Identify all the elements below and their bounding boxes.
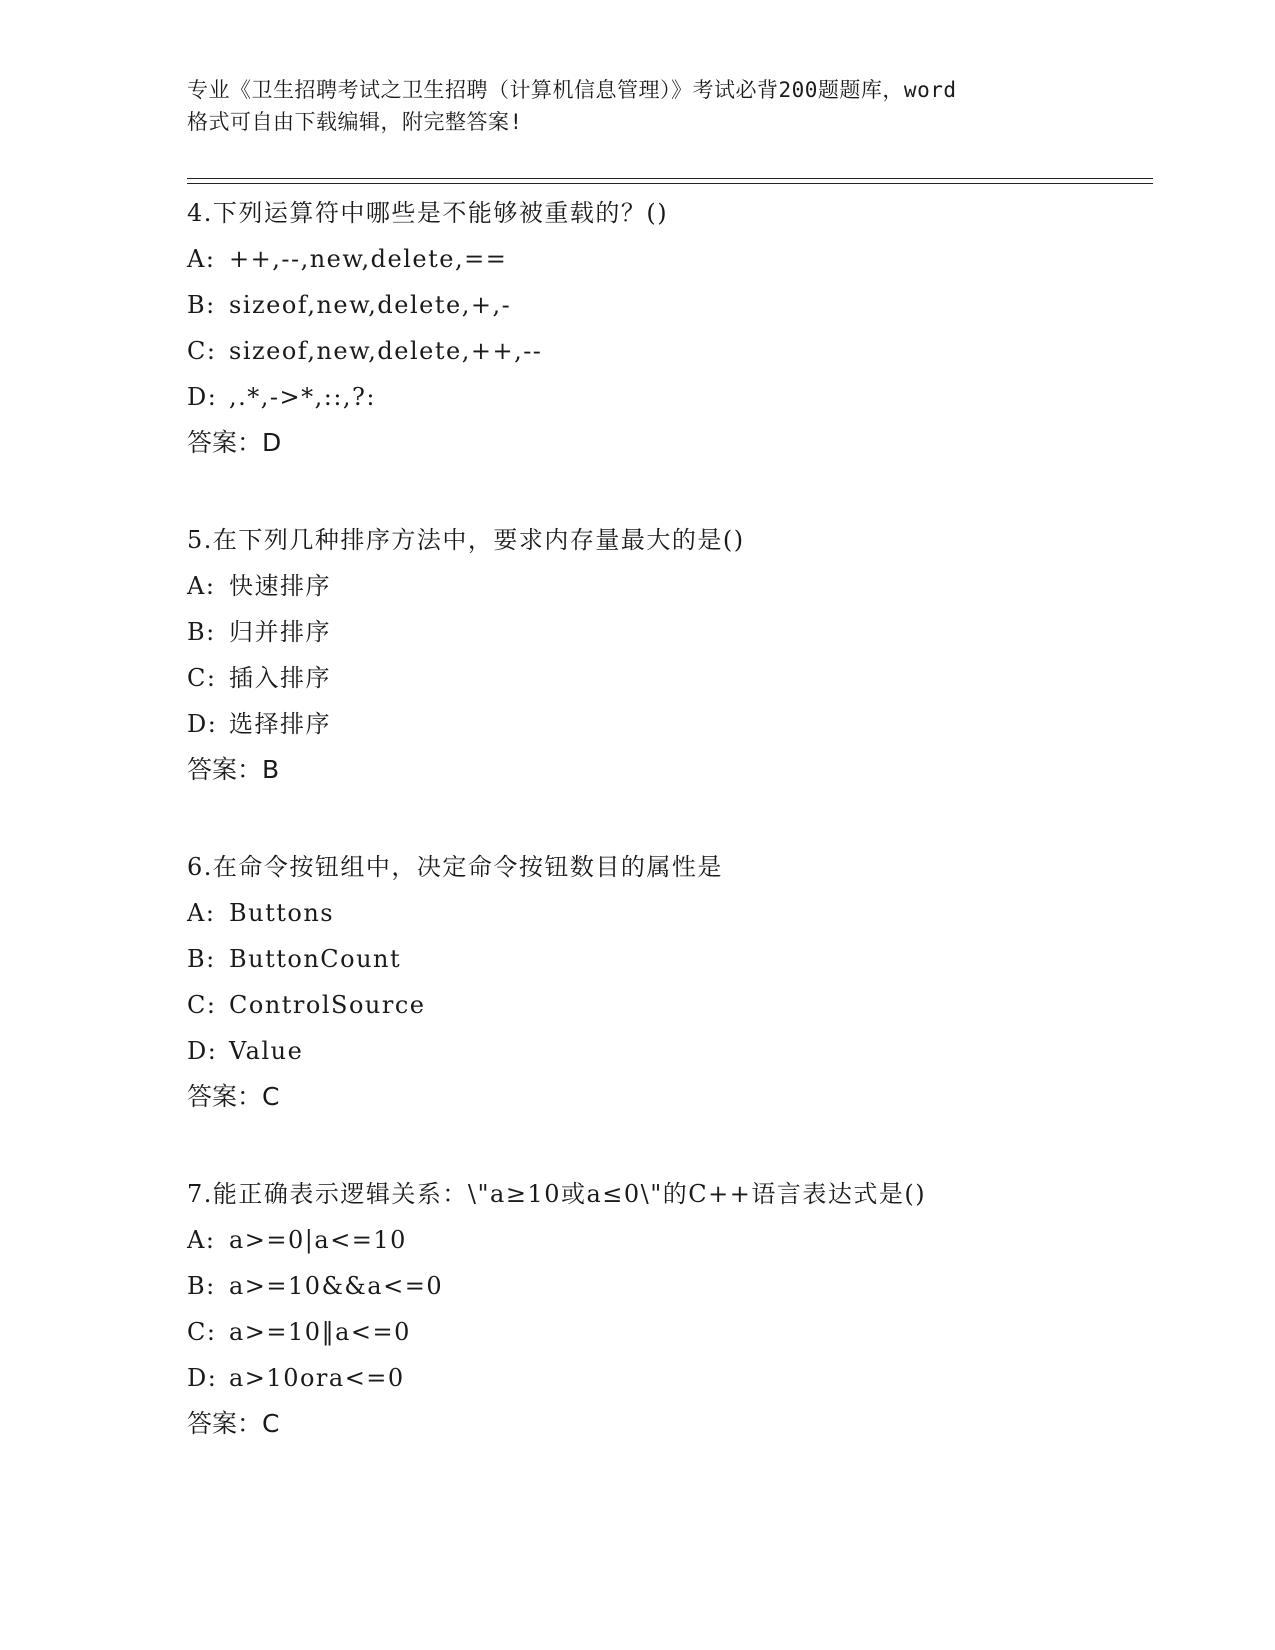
option-a [187,1217,1147,1263]
option-key: D: [187,383,218,411]
option-c [187,982,1147,1028]
option-d [187,1028,1147,1074]
answer-line: 答案：D [187,428,282,457]
option-text: ButtonCount [229,945,402,973]
question-7 [187,1171,1147,1447]
option-text: 选择排序 [229,710,331,738]
header-line-2: 格式可自由下载编辑，附完整答案! [187,110,523,134]
option-a [187,890,1147,936]
option-text: Value [229,1037,304,1065]
option-text: sizeof,new,delete,+,- [229,291,512,319]
option-key: A: [187,1226,216,1254]
option-a [187,236,1147,282]
option-c [187,1309,1147,1355]
option-text: ControlSource [229,991,426,1019]
question-6 [187,844,1147,1120]
option-d [187,374,1147,420]
option-text: Buttons [229,899,335,927]
option-key: B: [187,945,216,973]
option-text: a>=0|a<=10 [229,1226,407,1254]
question-stem: 5.在下列几种排序方法中，要求内存量最大的是() [187,526,745,554]
option-b [187,936,1147,982]
question-list [187,190,1147,1498]
option-key: A: [187,572,216,600]
option-text: 快速排序 [229,572,331,600]
option-key: D: [187,1037,218,1065]
option-text: a>=10&&a<=0 [229,1272,444,1300]
option-key: C: [187,664,217,692]
option-c [187,655,1147,701]
option-key: C: [187,1318,217,1346]
option-key: C: [187,337,217,365]
answer-line: 答案：C [187,1409,280,1438]
header-divider-top [187,178,1153,179]
option-key: C: [187,991,217,1019]
question-stem: 7.能正确表示逻辑关系：\"a≥10或a≤0\"的C++语言表达式是() [187,1180,927,1208]
option-b [187,1263,1147,1309]
option-a [187,563,1147,609]
option-text: 插入排序 [229,664,331,692]
option-key: B: [187,1272,216,1300]
option-key: B: [187,618,216,646]
answer-line: 答案：C [187,1082,280,1111]
header-divider-bottom [187,183,1153,184]
document-header [187,74,1087,138]
header-line-1: 专业《卫生招聘考试之卫生招聘（计算机信息管理）》考试必背200题题库，word [187,78,957,102]
question-5 [187,517,1147,793]
option-d [187,1355,1147,1401]
option-d [187,701,1147,747]
option-text: a>10ora<=0 [229,1364,405,1392]
question-stem: 4.下列运算符中哪些是不能够被重载的？() [187,199,669,227]
option-c [187,328,1147,374]
option-text: sizeof,new,delete,++,-- [229,337,543,365]
question-stem: 6.在命令按钮组中，决定命令按钮数目的属性是 [187,853,723,881]
option-text: ,.*,->*,::,?: [229,383,376,411]
option-b [187,282,1147,328]
option-key: D: [187,1364,218,1392]
option-text: 归并排序 [229,618,331,646]
option-key: A: [187,245,216,273]
option-key: A: [187,899,216,927]
question-4 [187,190,1147,466]
option-b [187,609,1147,655]
option-text: ++,--,new,delete,== [229,245,508,273]
option-text: a>=10‖a<=0 [229,1318,411,1346]
option-key: B: [187,291,216,319]
answer-line: 答案：B [187,755,280,784]
option-key: D: [187,710,218,738]
